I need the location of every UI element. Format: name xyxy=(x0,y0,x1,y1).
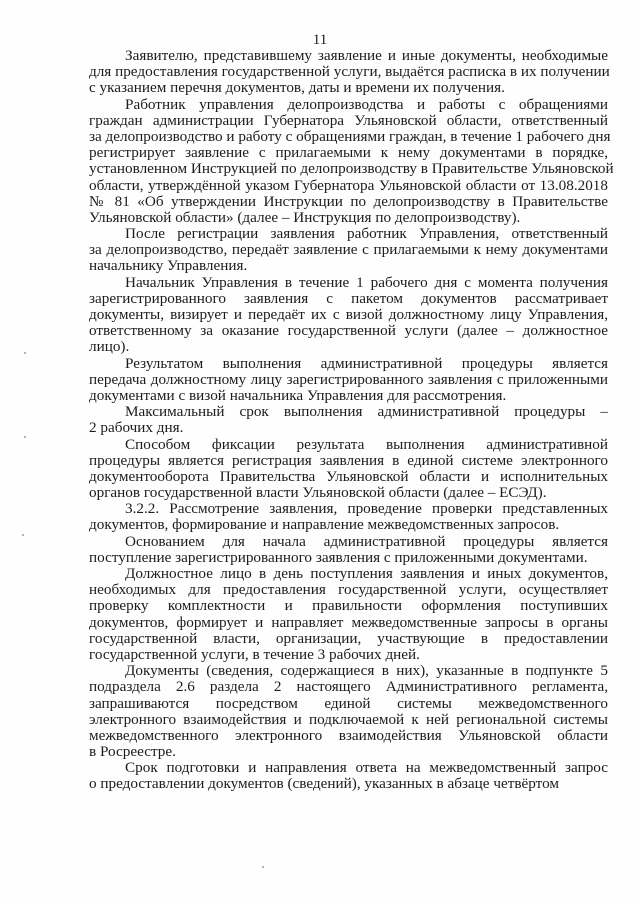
text-line: передача должностному лицу зарегистрированного заявления с приложенными xyxy=(89,370,608,388)
paragraph xyxy=(89,226,608,275)
text-line: органов государственной власти Ульяновской области (далее – ЕСЭД). xyxy=(89,484,547,502)
text-line: зарегистрированного заявления с пакетом документов рассматривает xyxy=(89,289,608,307)
paragraph xyxy=(89,437,608,502)
text-line: государственной услуги, в течение 3 рабочих дней. xyxy=(89,645,420,663)
text-line: установленном Инструкцией по делопроизводству в Правительстве Ульяновской xyxy=(89,160,614,178)
text-line: для предоставления государственной услуги, выдаётся расписка в их получении xyxy=(89,63,610,81)
scan-speck xyxy=(24,352,26,354)
text-line: регистрирует заявление с прилагаемыми к нему документами в порядке, xyxy=(89,144,608,162)
paragraph xyxy=(89,48,608,97)
text-line: документами с визой начальника Управления для рассмотрения. xyxy=(89,386,507,404)
text-line: в Росреестре. xyxy=(89,743,176,761)
text-line: области, утверждённой указом Губернатора Ульяновской области от 13.08.2018 xyxy=(89,176,608,194)
text-line: документов, формирование и направление межведомственных запросов. xyxy=(89,516,560,534)
text-line: проверку комплектности и правильности оформления поступивших xyxy=(89,597,608,615)
text-line: Должностное лицо в день поступления заявления и иных документов, xyxy=(125,565,608,582)
page-number: 11 xyxy=(312,32,328,48)
scan-speck xyxy=(262,866,264,868)
text-line: Работник управления делопроизводства и работы с обращениями xyxy=(125,95,608,113)
text-line: Документы (сведения, содержащиеся в них), указанные в подпункте 5 xyxy=(125,662,608,680)
paragraph xyxy=(89,663,608,760)
text-line: электронного взаимодействия и подключаемой к ней региональной системы xyxy=(89,710,608,728)
text-line: Начальник Управления в течение 1 рабочего дня с момента получения xyxy=(125,273,608,291)
text-line: 3.2.2. Рассмотрение заявления, проведение проверки представленных xyxy=(125,500,608,518)
text-line: государственной власти, организации, участвующие в предоставлении xyxy=(89,629,608,647)
text-line: Ульяновской области» (далее – Инструкция по делопроизводству). xyxy=(89,208,521,226)
text-line: Способом фиксации результата выполнения административной xyxy=(125,435,608,453)
paragraph xyxy=(89,534,608,566)
text-line: за делопроизводство, передаёт заявление с прилагаемыми к нему документами xyxy=(89,241,608,259)
text-line: документов, формирует и направляет межведомственные запросы в органы xyxy=(89,613,608,631)
text-line: начальнику Управления. xyxy=(89,257,248,275)
text-line: подраздела 2.6 раздела 2 настоящего Административного регламента, xyxy=(89,678,608,696)
text-line: Заявителю, представившему заявление и иные документы, необходимые xyxy=(125,47,608,64)
text-line: Результатом выполнения административной процедуры является xyxy=(125,354,608,372)
text-line: № 81 «Об утверждении Инструкции по делопроизводству в Правительстве xyxy=(89,192,608,210)
paragraph xyxy=(89,760,608,792)
document-body xyxy=(89,47,614,793)
scan-speck xyxy=(22,534,24,536)
text-line: за делопроизводство и работу с обращениями граждан, в течение 1 рабочего дня xyxy=(89,127,611,145)
text-line: Максимальный срок выполнения административной процедуры – xyxy=(125,403,608,421)
paragraph xyxy=(89,356,608,405)
text-line: с указанием перечня документов, даты и времени их получения. xyxy=(89,79,505,97)
text-line: процедуры является регистрация заявления в единой системе электронного xyxy=(89,451,608,469)
text-line: лицо). xyxy=(89,338,130,356)
paragraph xyxy=(89,501,608,533)
text-line: 2 рабочих дня. xyxy=(89,419,184,437)
text-line: о предоставлении документов (сведений), указанных в абзаце четвёртом xyxy=(89,775,559,793)
paragraph xyxy=(89,404,608,436)
text-line: Основанием для начала административной процедуры является xyxy=(125,532,608,550)
text-line: После регистрации заявления работник Управления, ответственный xyxy=(125,225,608,243)
text-line: ответственному за оказание государственной услуги (далее – должностное xyxy=(89,322,608,340)
paragraph xyxy=(89,95,614,227)
text-line: документы, визирует и передаёт их с визой должностному лицу Управления, xyxy=(89,306,608,323)
text-line: документооборота Правительства Ульяновской области и исполнительных xyxy=(89,467,608,485)
scan-speck xyxy=(24,436,26,438)
text-line: поступление зарегистрированного заявления с приложенными документами. xyxy=(89,548,588,566)
text-line: необходимых для предоставления государственной услуги, осуществляет xyxy=(89,581,608,599)
text-line: граждан администрации Губернатора Ульяновской области, ответственный xyxy=(89,111,608,129)
text-line: межведомственного электронного взаимодействия Ульяновской области xyxy=(89,726,608,744)
paragraph xyxy=(89,275,608,356)
text-line: запрашиваются посредством единой системы межведомственного xyxy=(89,694,608,712)
text-line: Срок подготовки и направления ответа на межведомственный запрос xyxy=(125,759,608,777)
paragraph xyxy=(89,566,608,663)
